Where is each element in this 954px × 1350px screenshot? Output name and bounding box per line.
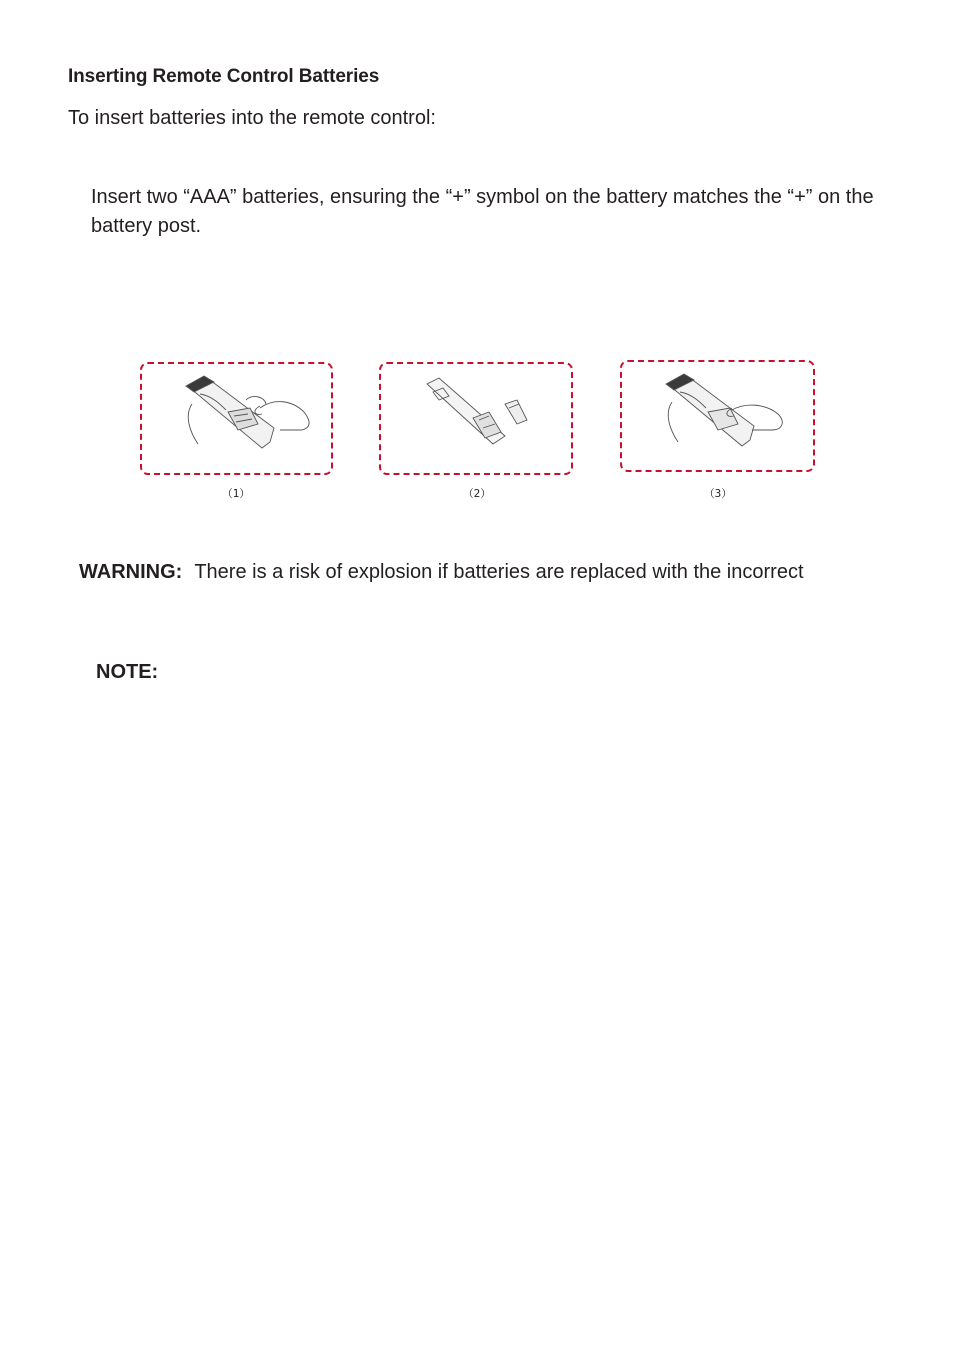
figure-1-frame <box>140 362 333 475</box>
intro-text: To insert batteries into the remote control: <box>68 107 436 129</box>
warning-block <box>79 561 804 584</box>
figure-2-caption: （2） <box>462 487 492 500</box>
remote-close-cover-illustration <box>622 362 817 474</box>
remote-batteries-inserted-illustration <box>381 364 575 477</box>
note-label: NOTE: <box>96 661 159 683</box>
warning-label: WARNING: <box>79 561 183 583</box>
warning-text: There is a risk of explosion if batteries are replaced with the incorrect <box>194 561 804 583</box>
figure-3-caption: （3） <box>703 487 733 500</box>
step-instruction: Insert two “AAA” batteries, ensuring the “+” symbol on the battery matches the “+” on the battery post. <box>91 186 874 237</box>
section-heading: Inserting Remote Control Batteries <box>68 66 380 87</box>
figure-3-frame <box>620 360 815 472</box>
figure-1-caption: （1） <box>221 487 251 500</box>
remote-open-cover-illustration <box>142 364 335 477</box>
figure-2-frame <box>379 362 573 475</box>
